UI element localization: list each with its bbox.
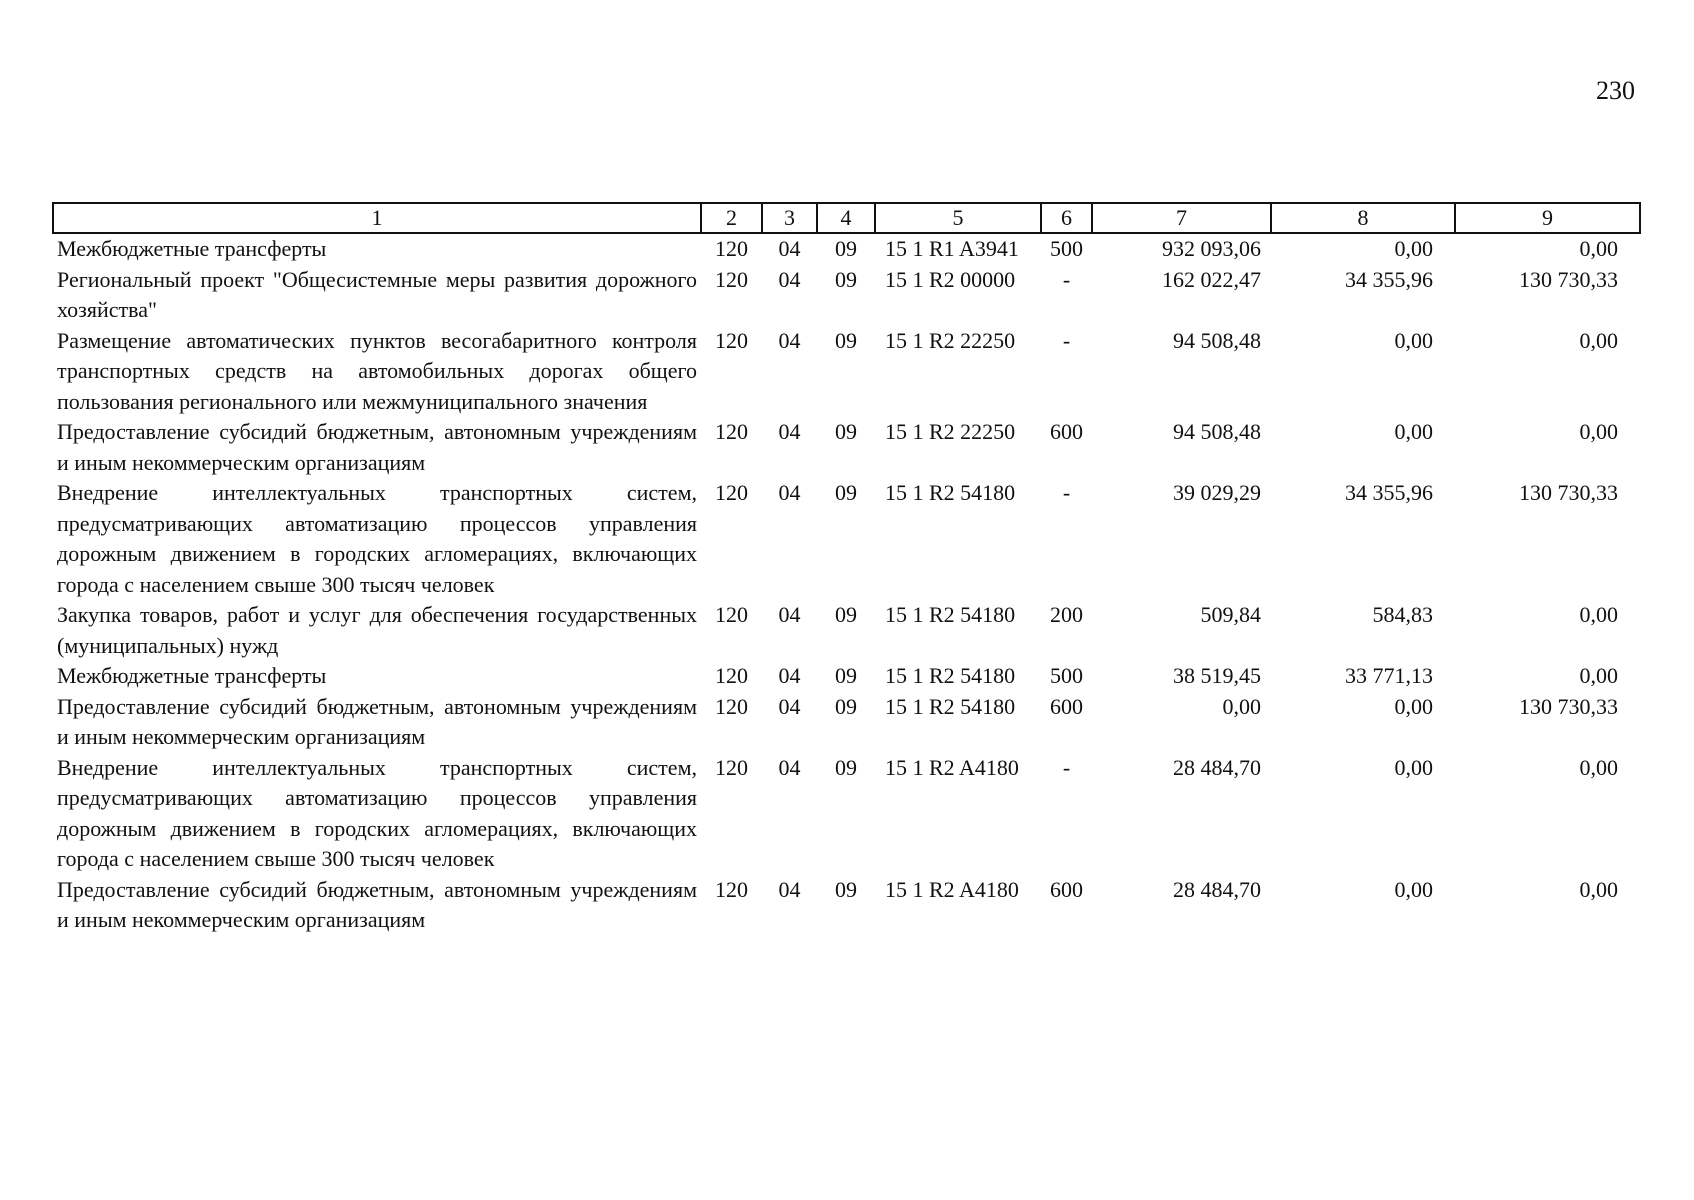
row-expense-type: - — [1062, 266, 1071, 292]
row-amount-col8: 34 355,96 — [1345, 266, 1433, 292]
row-subsection-code: 09 — [835, 327, 857, 353]
row-expense-type: 600 — [1050, 693, 1083, 719]
row-ministry-code: 120 — [715, 266, 748, 292]
row-name: Внедрение интеллектуальных транспортных систем, предусматривающих автоматизацию процессов управления дорожным движением в городских агломерациях, включающих города с населением свыше 300 тысяч человек — [57, 480, 697, 597]
budget-table — [52, 202, 1641, 936]
row-subsection-code: 09 — [835, 236, 857, 261]
row-subsection-code: 09 — [835, 693, 857, 719]
row-amount-col7: 0,00 — [1222, 693, 1261, 719]
row-name: Внедрение интеллектуальных транспортных систем, предусматривающих автоматизацию процессов управления дорожным движением в городских агломерациях, включающих города с населением свыше 300 тысяч человек — [57, 754, 697, 871]
row-amount-col7: 28 484,70 — [1173, 876, 1261, 902]
row-subsection-code: 09 — [835, 754, 857, 780]
row-target-article: 15 1 R2 54180 — [885, 480, 1016, 505]
row-expense-type: - — [1062, 754, 1071, 780]
row-ministry-code: 120 — [715, 754, 748, 780]
row-name: Предоставление субсидий бюджетным, автономным учреждениям и иным некоммерческим организациям — [57, 876, 697, 932]
row-name: Предоставление субсидий бюджетным, автономным учреждениям и иным некоммерческим организациям — [57, 693, 697, 749]
row-amount-col8: 0,00 — [1394, 419, 1433, 444]
table-row — [53, 326, 1640, 418]
row-name: Региональный проект "Общесистемные меры развития дорожного хозяйства" — [57, 266, 697, 322]
row-subsection-code: 09 — [835, 480, 857, 505]
row-section-code: 04 — [778, 480, 801, 505]
row-amount-col9: 130 730,33 — [1519, 693, 1618, 719]
table-body — [53, 233, 1640, 936]
row-name: Межбюджетные трансферты — [57, 236, 327, 261]
row-amount-col8: 0,00 — [1394, 693, 1433, 719]
table-row — [53, 600, 1640, 661]
row-amount-col9: 0,00 — [1579, 602, 1618, 627]
row-amount-col9: 0,00 — [1579, 236, 1618, 261]
column-header-2: 2 — [701, 203, 762, 233]
header-row — [53, 203, 1640, 233]
row-amount-col7: 94 508,48 — [1173, 327, 1261, 353]
table-row — [53, 478, 1640, 600]
row-target-article: 15 1 R2 22250 — [885, 327, 1016, 353]
row-expense-type: 500 — [1050, 236, 1083, 261]
row-expense-type: 600 — [1050, 419, 1083, 444]
row-name: Предоставление субсидий бюджетным, автономным учреждениям и иным некоммерческим организациям — [57, 419, 697, 475]
row-amount-col7: 509,84 — [1200, 602, 1261, 627]
row-section-code: 04 — [778, 602, 801, 627]
row-subsection-code: 09 — [835, 876, 857, 902]
row-amount-col8: 0,00 — [1394, 236, 1433, 261]
table-row — [53, 265, 1640, 326]
row-subsection-code: 09 — [835, 419, 857, 444]
row-amount-col7: 162 022,47 — [1162, 266, 1261, 292]
row-subsection-code: 09 — [835, 266, 857, 292]
row-target-article: 15 1 R2 54180 — [885, 663, 1016, 688]
row-amount-col8: 584,83 — [1372, 602, 1433, 627]
row-amount-col9: 130 730,33 — [1519, 480, 1618, 505]
row-ministry-code: 120 — [715, 876, 748, 902]
table-row — [53, 753, 1640, 875]
column-header-3: 3 — [762, 203, 817, 233]
row-section-code: 04 — [778, 236, 801, 261]
table-row — [53, 233, 1640, 265]
row-subsection-code: 09 — [835, 663, 857, 688]
row-ministry-code: 120 — [715, 419, 748, 444]
row-section-code: 04 — [778, 663, 801, 688]
column-header-8: 8 — [1271, 203, 1455, 233]
row-expense-type: 600 — [1050, 876, 1083, 902]
row-section-code: 04 — [778, 327, 801, 353]
page-number: 230 — [1596, 76, 1635, 105]
row-expense-type: - — [1062, 480, 1071, 505]
table-row — [53, 661, 1640, 692]
column-header-6: 6 — [1041, 203, 1092, 233]
row-ministry-code: 120 — [715, 693, 748, 719]
row-amount-col7: 39 029,29 — [1173, 480, 1261, 505]
row-amount-col8: 0,00 — [1394, 327, 1433, 353]
row-ministry-code: 120 — [715, 663, 748, 688]
row-amount-col9: 0,00 — [1579, 419, 1618, 444]
row-target-article: 15 1 R2 54180 — [885, 693, 1016, 719]
row-section-code: 04 — [778, 693, 801, 719]
row-amount-col7: 38 519,45 — [1173, 663, 1261, 688]
row-target-article: 15 1 R2 00000 — [885, 266, 1016, 292]
row-amount-col8: 33 771,13 — [1345, 663, 1433, 688]
row-name: Закупка товаров, работ и услуг для обеспечения государственных (муниципальных) нужд — [57, 602, 697, 658]
row-target-article: 15 1 R2 22250 — [885, 419, 1016, 444]
row-amount-col8: 0,00 — [1394, 876, 1433, 902]
row-amount-col9: 0,00 — [1579, 663, 1618, 688]
row-expense-type: 500 — [1050, 663, 1083, 688]
row-target-article: 15 1 R2 A4180 — [885, 876, 1019, 902]
column-header-5: 5 — [875, 203, 1041, 233]
row-subsection-code: 09 — [835, 602, 857, 627]
row-ministry-code: 120 — [715, 327, 748, 353]
row-name: Межбюджетные трансферты — [57, 663, 327, 688]
row-expense-type: - — [1062, 327, 1071, 353]
row-amount-col7: 28 484,70 — [1173, 754, 1261, 780]
row-amount-col8: 0,00 — [1394, 754, 1433, 780]
row-amount-col9: 0,00 — [1579, 327, 1618, 353]
row-section-code: 04 — [778, 876, 801, 902]
row-section-code: 04 — [778, 754, 801, 780]
row-ministry-code: 120 — [715, 236, 748, 261]
column-header-7: 7 — [1092, 203, 1271, 233]
table-row — [53, 692, 1640, 753]
column-header-1: 1 — [53, 203, 701, 233]
row-ministry-code: 120 — [715, 602, 748, 627]
column-header-9: 9 — [1455, 203, 1640, 233]
row-amount-col9: 130 730,33 — [1519, 266, 1618, 292]
row-ministry-code: 120 — [715, 480, 748, 505]
row-section-code: 04 — [778, 266, 801, 292]
table-header — [53, 203, 1640, 233]
row-amount-col7: 94 508,48 — [1173, 419, 1261, 444]
row-target-article: 15 1 R2 A4180 — [885, 754, 1019, 780]
column-header-4: 4 — [817, 203, 875, 233]
row-target-article: 15 1 R2 54180 — [885, 602, 1016, 627]
row-target-article: 15 1 R1 A3941 — [885, 236, 1019, 261]
table-row — [53, 417, 1640, 478]
row-name: Размещение автоматических пунктов весогабаритного контроля транспортных средств на автомобильных дорогах общего пользования регионального или межмуниципального значения — [57, 327, 697, 414]
row-amount-col9: 0,00 — [1579, 754, 1618, 780]
row-amount-col7: 932 093,06 — [1162, 236, 1261, 261]
row-expense-type: 200 — [1050, 602, 1083, 627]
row-amount-col8: 34 355,96 — [1345, 480, 1433, 505]
table-row — [53, 875, 1640, 936]
row-section-code: 04 — [778, 419, 801, 444]
row-amount-col9: 0,00 — [1579, 876, 1618, 902]
